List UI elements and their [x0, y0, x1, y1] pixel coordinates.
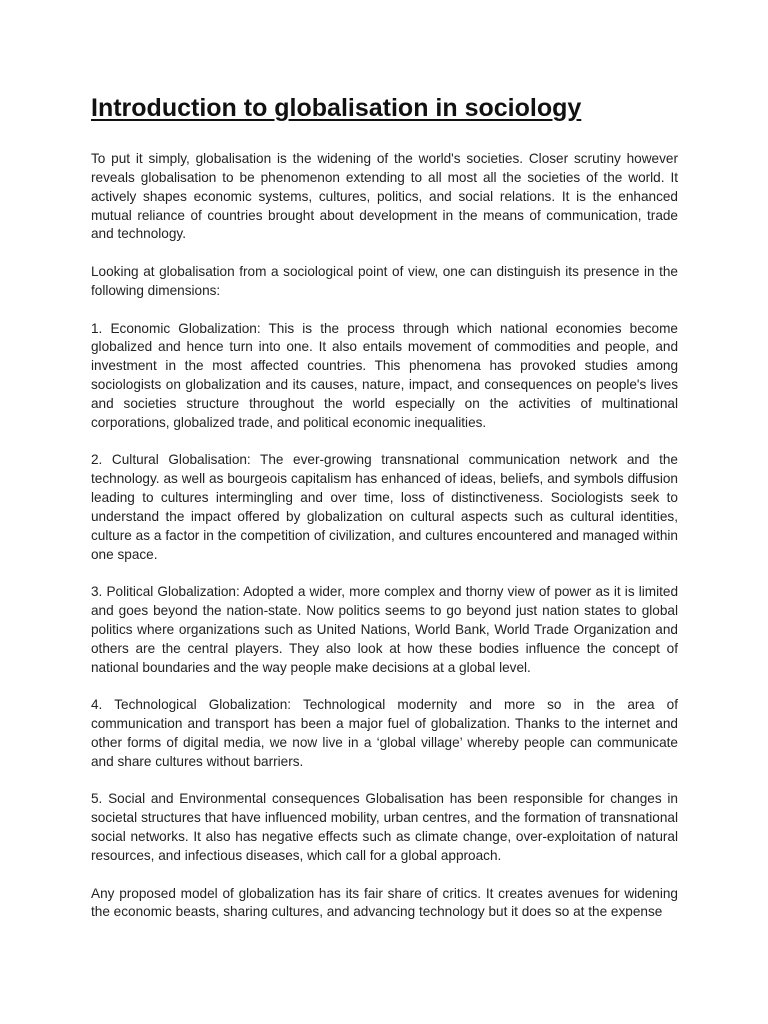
paragraph-economic-globalization: 1. Economic Globalization: This is the process through which national economies become globalized and hence turn into one. It also entails movement of commodities and people, and investment in the most affected countries. This phenomena has provoked studies among sociologists on globalization and its causes, nature, impact, and consequences on people's lives and societies structure throughout the world especially on the activities of multinational corporations, globalized trade, and political economic inequalities.	[91, 320, 678, 430]
paragraph-dimensions-lead: Looking at globalisation from a sociological point of view, one can distinguish its presence in the following dimensions:	[91, 264, 678, 298]
paragraph-critics: Any proposed model of globalization has its fair share of critics. It creates avenues for widening the economic beasts, sharing cultures, and advancing technology but it does so at the expense	[91, 885, 678, 920]
paragraph-intro: To put it simply, globalisation is the widening of the world's societies. Closer scrutiny however reveals globalisation to be phenomenon extending to all most all the societies of the world. It actively shapes economic systems, cultures, politics, and social relations. It is the enhanced mutual reliance of countries brought about development in the means of communication, trade and technology.	[91, 151, 678, 242]
paragraph-cultural-globalisation: 2. Cultural Globalisation: The ever-growing transnational communication network and the technology. as well as bourgeois capitalism has enhanced of ideas, beliefs, and symbols diffusion leading to cultures intermingling and over time, loss of distinctiveness. Sociologists seek to understand the impact offered by globalization on cultural aspects such as cultural identities, culture as a factor in the competition of civilization, and cultures encountered and managed within one space.	[91, 452, 678, 562]
paragraph-social-environmental: 5. Social and Environmental consequences Globalisation has been responsible for changes in societal structures that have influenced mobility, urban centres, and the formation of transnational social networks. It also has negative effects such as climate change, over-exploitation of natural resources, and infectious diseases, which call for a global approach.	[91, 791, 678, 863]
paragraph-technological-globalization: 4. Technological Globalization: Technological modernity and more so in the area of communication and transport has been a major fuel of globalization. Thanks to the internet and other forms of digital media, we now live in a ‘global village’ whereby people can communicate and share cultures without barriers.	[91, 697, 678, 769]
paragraph-political-globalization: 3. Political Globalization: Adopted a wider, more complex and thorny view of power as it is limited and goes beyond the nation-state. Now politics seems to go beyond just nation states to global politics where organizations such as United Nations, World Bank, World Trade Organization and others are the central players. They also look at how these bodies influence the concept of national boundaries and the way people make decisions at a global level.	[91, 584, 678, 675]
document-title: Introduction to globalisation in sociology	[91, 94, 582, 122]
